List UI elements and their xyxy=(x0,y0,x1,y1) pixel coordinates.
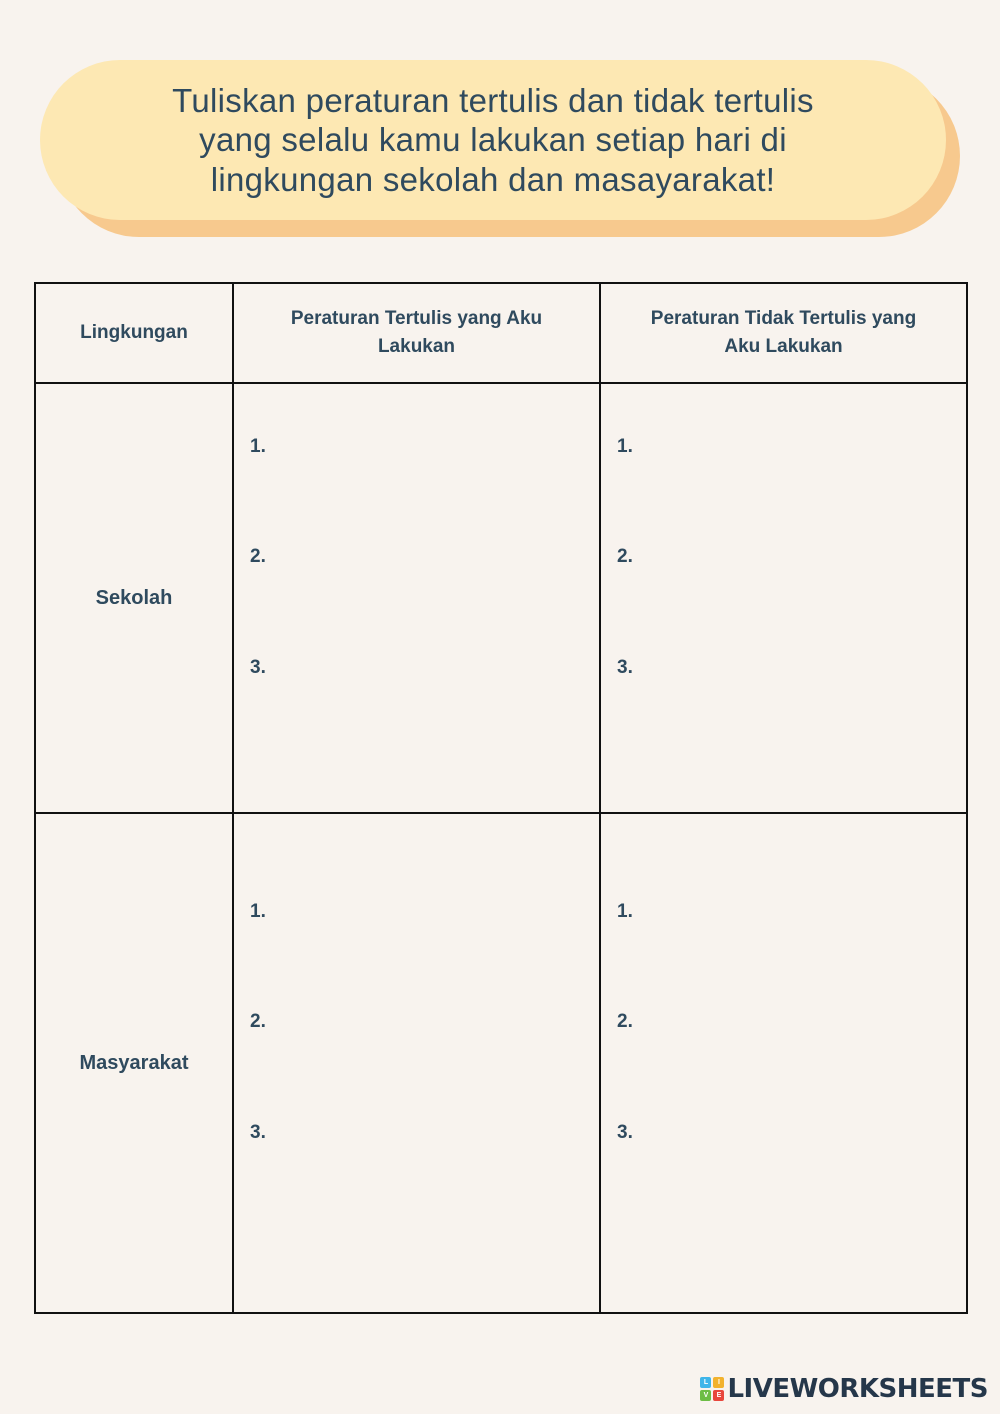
item-number-2: 2. xyxy=(250,1011,266,1032)
instruction-text xyxy=(172,81,814,200)
instruction-banner xyxy=(40,60,946,220)
row-masyarakat xyxy=(35,813,967,1313)
answer-cell-masyarakat-tertulis[interactable] xyxy=(233,813,600,1313)
liveworksheets-logo xyxy=(700,1374,988,1404)
item-number-3: 3. xyxy=(250,657,266,678)
header-row xyxy=(35,283,967,383)
answer-cell-sekolah-tidak-tertulis[interactable] xyxy=(600,383,967,813)
item-number-2: 2. xyxy=(617,546,633,567)
env-label-masyarakat: Masyarakat xyxy=(35,813,233,1313)
liveworksheets-wordmark: LIVEWORKSHEETS xyxy=(727,1374,988,1404)
instruction-line-1: Tuliskan peraturan tertulis dan tidak tertulis xyxy=(172,81,814,119)
worksheet-table xyxy=(34,282,968,1314)
instruction-line-2: yang selalu kamu lakukan setiap hari di xyxy=(199,121,787,159)
item-number-3: 3. xyxy=(617,1122,633,1143)
item-number-2: 2. xyxy=(250,546,266,567)
row-sekolah xyxy=(35,383,967,813)
env-label-sekolah: Sekolah xyxy=(35,383,233,813)
answer-cell-sekolah-tertulis[interactable] xyxy=(233,383,600,813)
header-lingkungan: Lingkungan xyxy=(35,283,233,383)
item-number-2: 2. xyxy=(617,1011,633,1032)
item-number-3: 3. xyxy=(250,1122,266,1143)
item-number-1: 1. xyxy=(617,436,633,457)
item-number-1: 1. xyxy=(250,436,266,457)
header-peraturan-tertulis: Peraturan Tertulis yang Aku Lakukan xyxy=(233,283,600,383)
instruction-line-3: lingkungan sekolah dan masayarakat! xyxy=(210,160,776,198)
item-number-1: 1. xyxy=(250,901,266,922)
header-peraturan-tidak-tertulis: Peraturan Tidak Tertulis yang Aku Lakukan xyxy=(600,283,967,383)
item-number-1: 1. xyxy=(617,901,633,922)
item-number-3: 3. xyxy=(617,657,633,678)
answer-cell-masyarakat-tidak-tertulis[interactable] xyxy=(600,813,967,1313)
liveworksheets-mark-icon: L I V E xyxy=(700,1377,724,1401)
